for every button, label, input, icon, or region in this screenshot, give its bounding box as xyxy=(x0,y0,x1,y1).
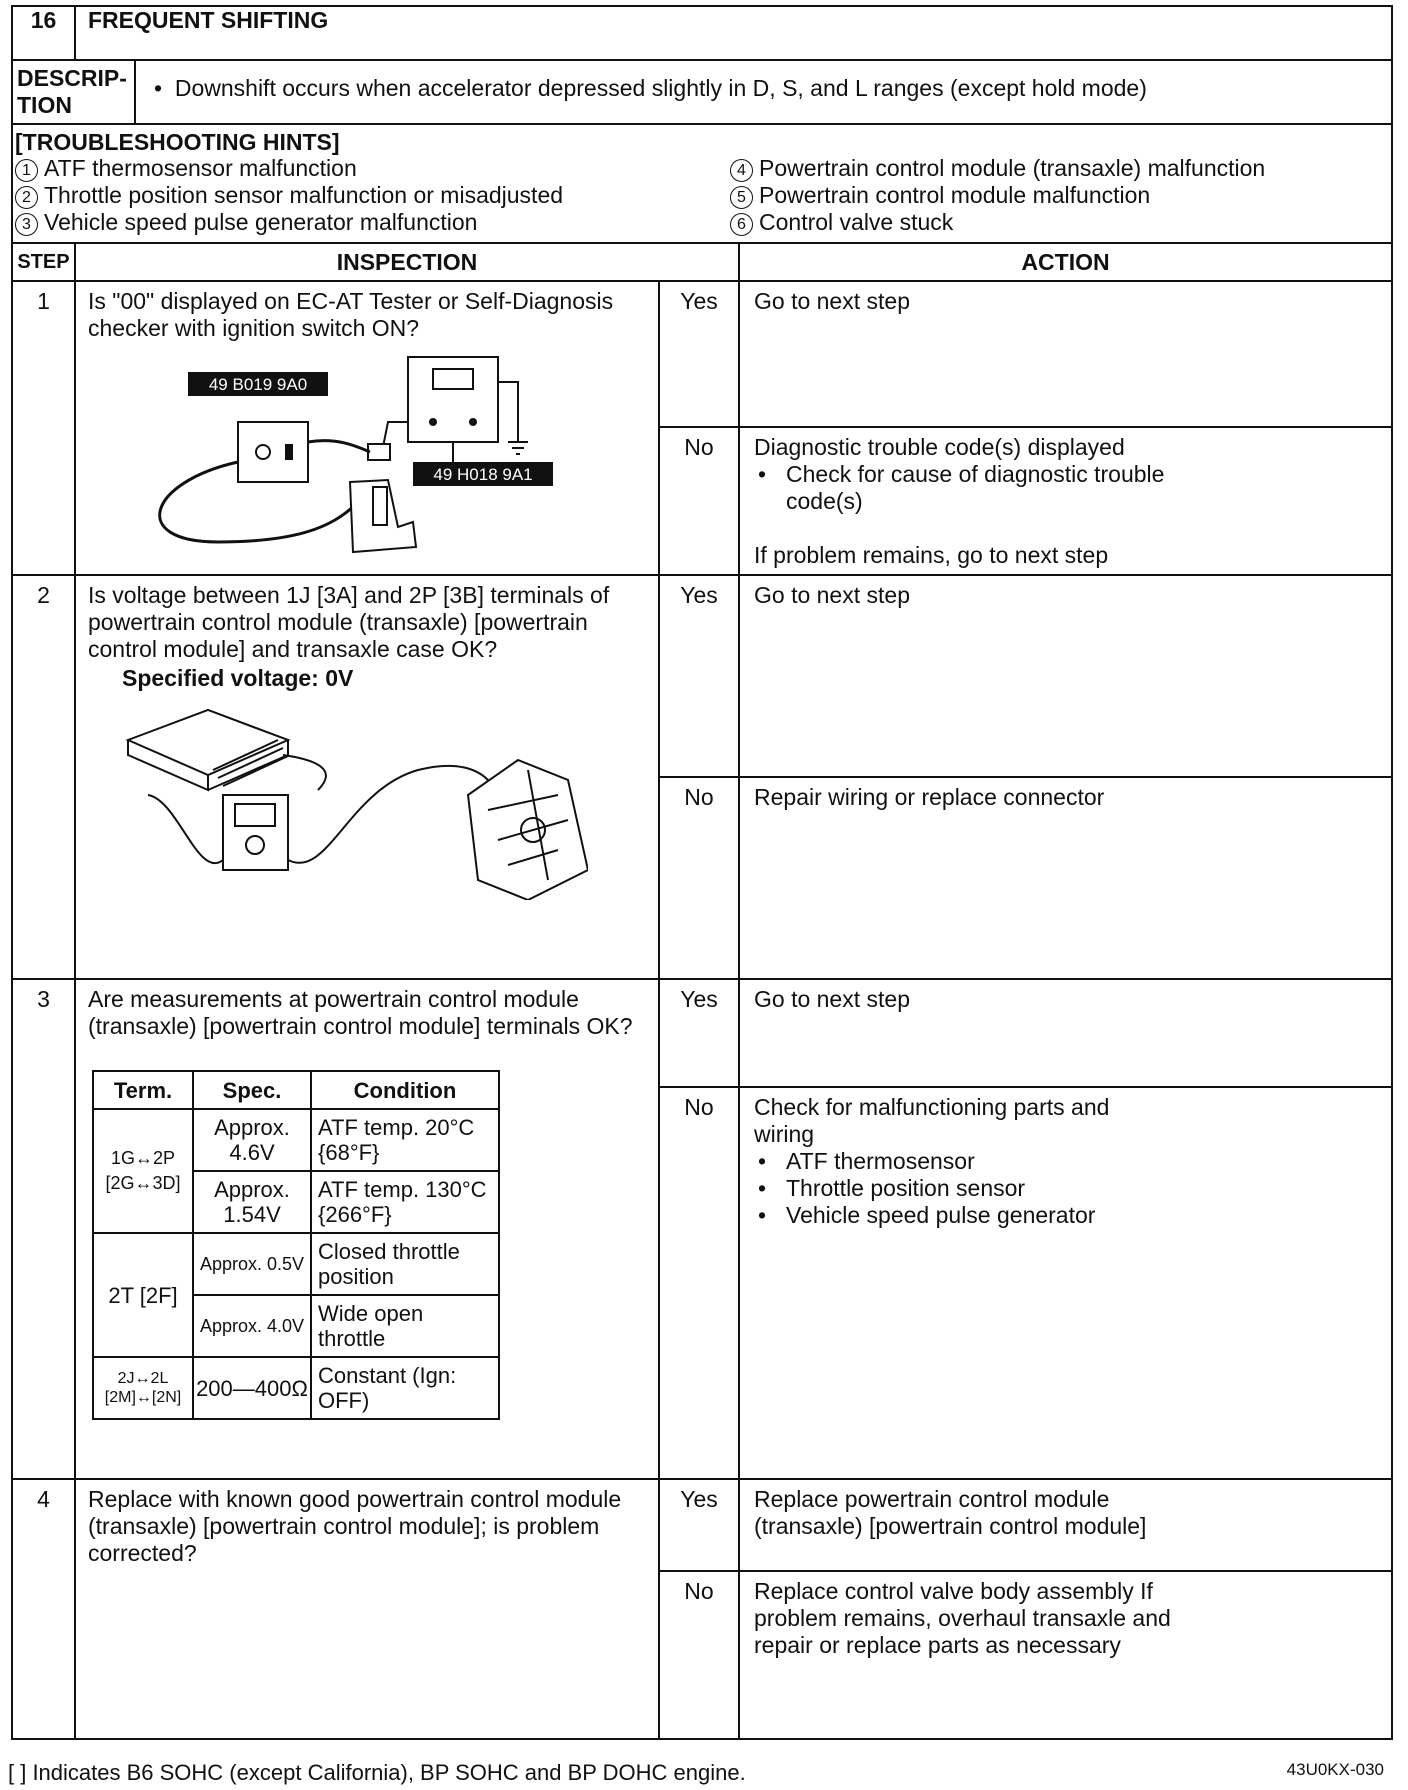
meas-condition: Closed throttle position xyxy=(311,1233,499,1295)
meas-condition: ATF temp. 20°C {68°F} xyxy=(311,1109,499,1171)
meas-header-condition: Condition xyxy=(311,1071,499,1109)
bullet-icon: • xyxy=(758,1175,767,1201)
col-header-action: ACTION xyxy=(739,243,1392,281)
col-header-step: STEP xyxy=(12,243,75,281)
bullet-icon: • xyxy=(758,461,767,487)
hint-item: 4 Powertrain control module (transaxle) malfunction xyxy=(730,155,1265,182)
description-text: • Downshift occurs when accelerator depressed slightly in D, S, and L ranges (except hold mode) xyxy=(135,60,1392,124)
meas-condition: Constant (Ign: OFF) xyxy=(311,1357,499,1419)
tool-label-1: 49 B019 9A0 xyxy=(208,375,308,394)
spec-voltage: Specified voltage: 0V xyxy=(122,665,354,691)
step-number: 1 xyxy=(12,281,75,575)
step-number: 2 xyxy=(12,575,75,979)
hint-item: 1 ATF thermosensor malfunction xyxy=(15,155,730,182)
no-label: No xyxy=(659,427,739,575)
no-action: Repair wiring or replace connector xyxy=(739,777,1392,979)
meas-term: 2T [2F] xyxy=(93,1233,193,1357)
hint-item: 5 Powertrain control module malfunction xyxy=(730,182,1265,209)
tool-label-2: 49 H018 9A1 xyxy=(433,465,533,484)
bullet-icon: • xyxy=(758,1148,767,1174)
yes-action: Go to next step xyxy=(739,979,1392,1087)
hint-item: 2 Throttle position sensor malfunction or misadjusted xyxy=(15,182,730,209)
measurement-table xyxy=(92,1070,500,1420)
yes-label: Yes xyxy=(659,979,739,1087)
step-number: 3 xyxy=(12,979,75,1479)
meas-condition: ATF temp. 130°C {266°F} xyxy=(311,1171,499,1233)
bullet-icon: • xyxy=(758,1202,767,1228)
footer-note: [ ] Indicates B6 SOHC (except California), BP SOHC and BP DOHC engine. xyxy=(8,1760,746,1785)
pcm-voltmeter-illustration xyxy=(88,700,588,900)
description-label: DESCRIP- TION xyxy=(12,60,135,124)
section-title: FREQUENT SHIFTING xyxy=(75,6,1392,60)
ec-at-tester-illustration xyxy=(88,352,588,562)
meas-spec: 200—400Ω xyxy=(193,1357,311,1419)
troubleshooting-page xyxy=(11,5,1391,1740)
troubleshooting-hints xyxy=(12,124,1392,243)
yes-label: Yes xyxy=(659,281,739,427)
section-number: 16 xyxy=(12,6,75,60)
yes-action: Replace powertrain control module (transaxle) [powertrain control module] xyxy=(739,1479,1392,1571)
meas-spec: Approx. 1.54V xyxy=(193,1171,311,1233)
meas-term: 1G↔2P [2G↔3D] xyxy=(93,1109,193,1233)
col-header-inspection: INSPECTION xyxy=(75,243,739,281)
step-inspection: Is "00" displayed on EC-AT Tester or Self-Diagnosis checker with ignition switch ON? 49 B019 9A0 49 H018 9A1 xyxy=(75,281,659,575)
meas-spec: Approx. 4.6V xyxy=(193,1109,311,1171)
yes-action: Go to next step xyxy=(739,575,1392,777)
yes-action: Go to next step xyxy=(739,281,1392,427)
meas-condition: Wide open throttle xyxy=(311,1295,499,1357)
no-label: No xyxy=(659,1571,739,1739)
figure-code: 43U0KX-030 xyxy=(1286,1760,1384,1779)
no-label: No xyxy=(659,1087,739,1479)
meas-header-term: Term. xyxy=(93,1071,193,1109)
no-label: No xyxy=(659,777,739,979)
step-inspection: Are measurements at powertrain control module (transaxle) [powertrain control module] terminals OK? Term. Spec. Condition 1G↔2P [2G↔3D] Approx. 4.6V ATF temp. 20°C {68°F} Approx. 1.54V ATF temp. 130°C {266°F} 2T [2F] Approx. 0.5V Closed throttle position Approx. 4.0V Wide open throttle 2J↔2L [2M]↔[2N] 200—400Ω Constant (Ign: OFF) xyxy=(75,979,659,1479)
yes-label: Yes xyxy=(659,1479,739,1571)
hint-item: 6 Control valve stuck xyxy=(730,209,1265,236)
hints-title: [TROUBLESHOOTING HINTS] xyxy=(15,129,340,155)
troubleshooting-table xyxy=(11,5,1393,1740)
meas-term: 2J↔2L [2M]↔[2N] xyxy=(93,1357,193,1419)
yes-label: Yes xyxy=(659,575,739,777)
bullet-icon: • xyxy=(154,75,163,101)
step-inspection: Replace with known good powertrain control module (transaxle) [powertrain control module]; is problem corrected? xyxy=(75,1479,659,1739)
meas-spec: Approx. 4.0V xyxy=(193,1295,311,1357)
no-action: Check for malfunctioning parts and wiring • ATF thermosensor • Throttle position sensor • Vehicle speed pulse generator xyxy=(739,1087,1392,1479)
meas-header-spec: Spec. xyxy=(193,1071,311,1109)
meas-spec: Approx. 0.5V xyxy=(193,1233,311,1295)
step-inspection: Is voltage between 1J [3A] and 2P [3B] terminals of powertrain control module (transaxle) [powertrain control module] and transaxle case OK? Specified voltage: 0V xyxy=(75,575,659,979)
footer xyxy=(8,1760,1388,1786)
step-number: 4 xyxy=(12,1479,75,1739)
no-action: Diagnostic trouble code(s) displayed • Check for cause of diagnostic trouble code(s) If problem remains, go to next step xyxy=(739,427,1392,575)
no-action: Replace control valve body assembly If problem remains, overhaul transaxle and repair or replace parts as necessary xyxy=(739,1571,1392,1739)
hint-item: 3 Vehicle speed pulse generator malfunction xyxy=(15,209,730,236)
